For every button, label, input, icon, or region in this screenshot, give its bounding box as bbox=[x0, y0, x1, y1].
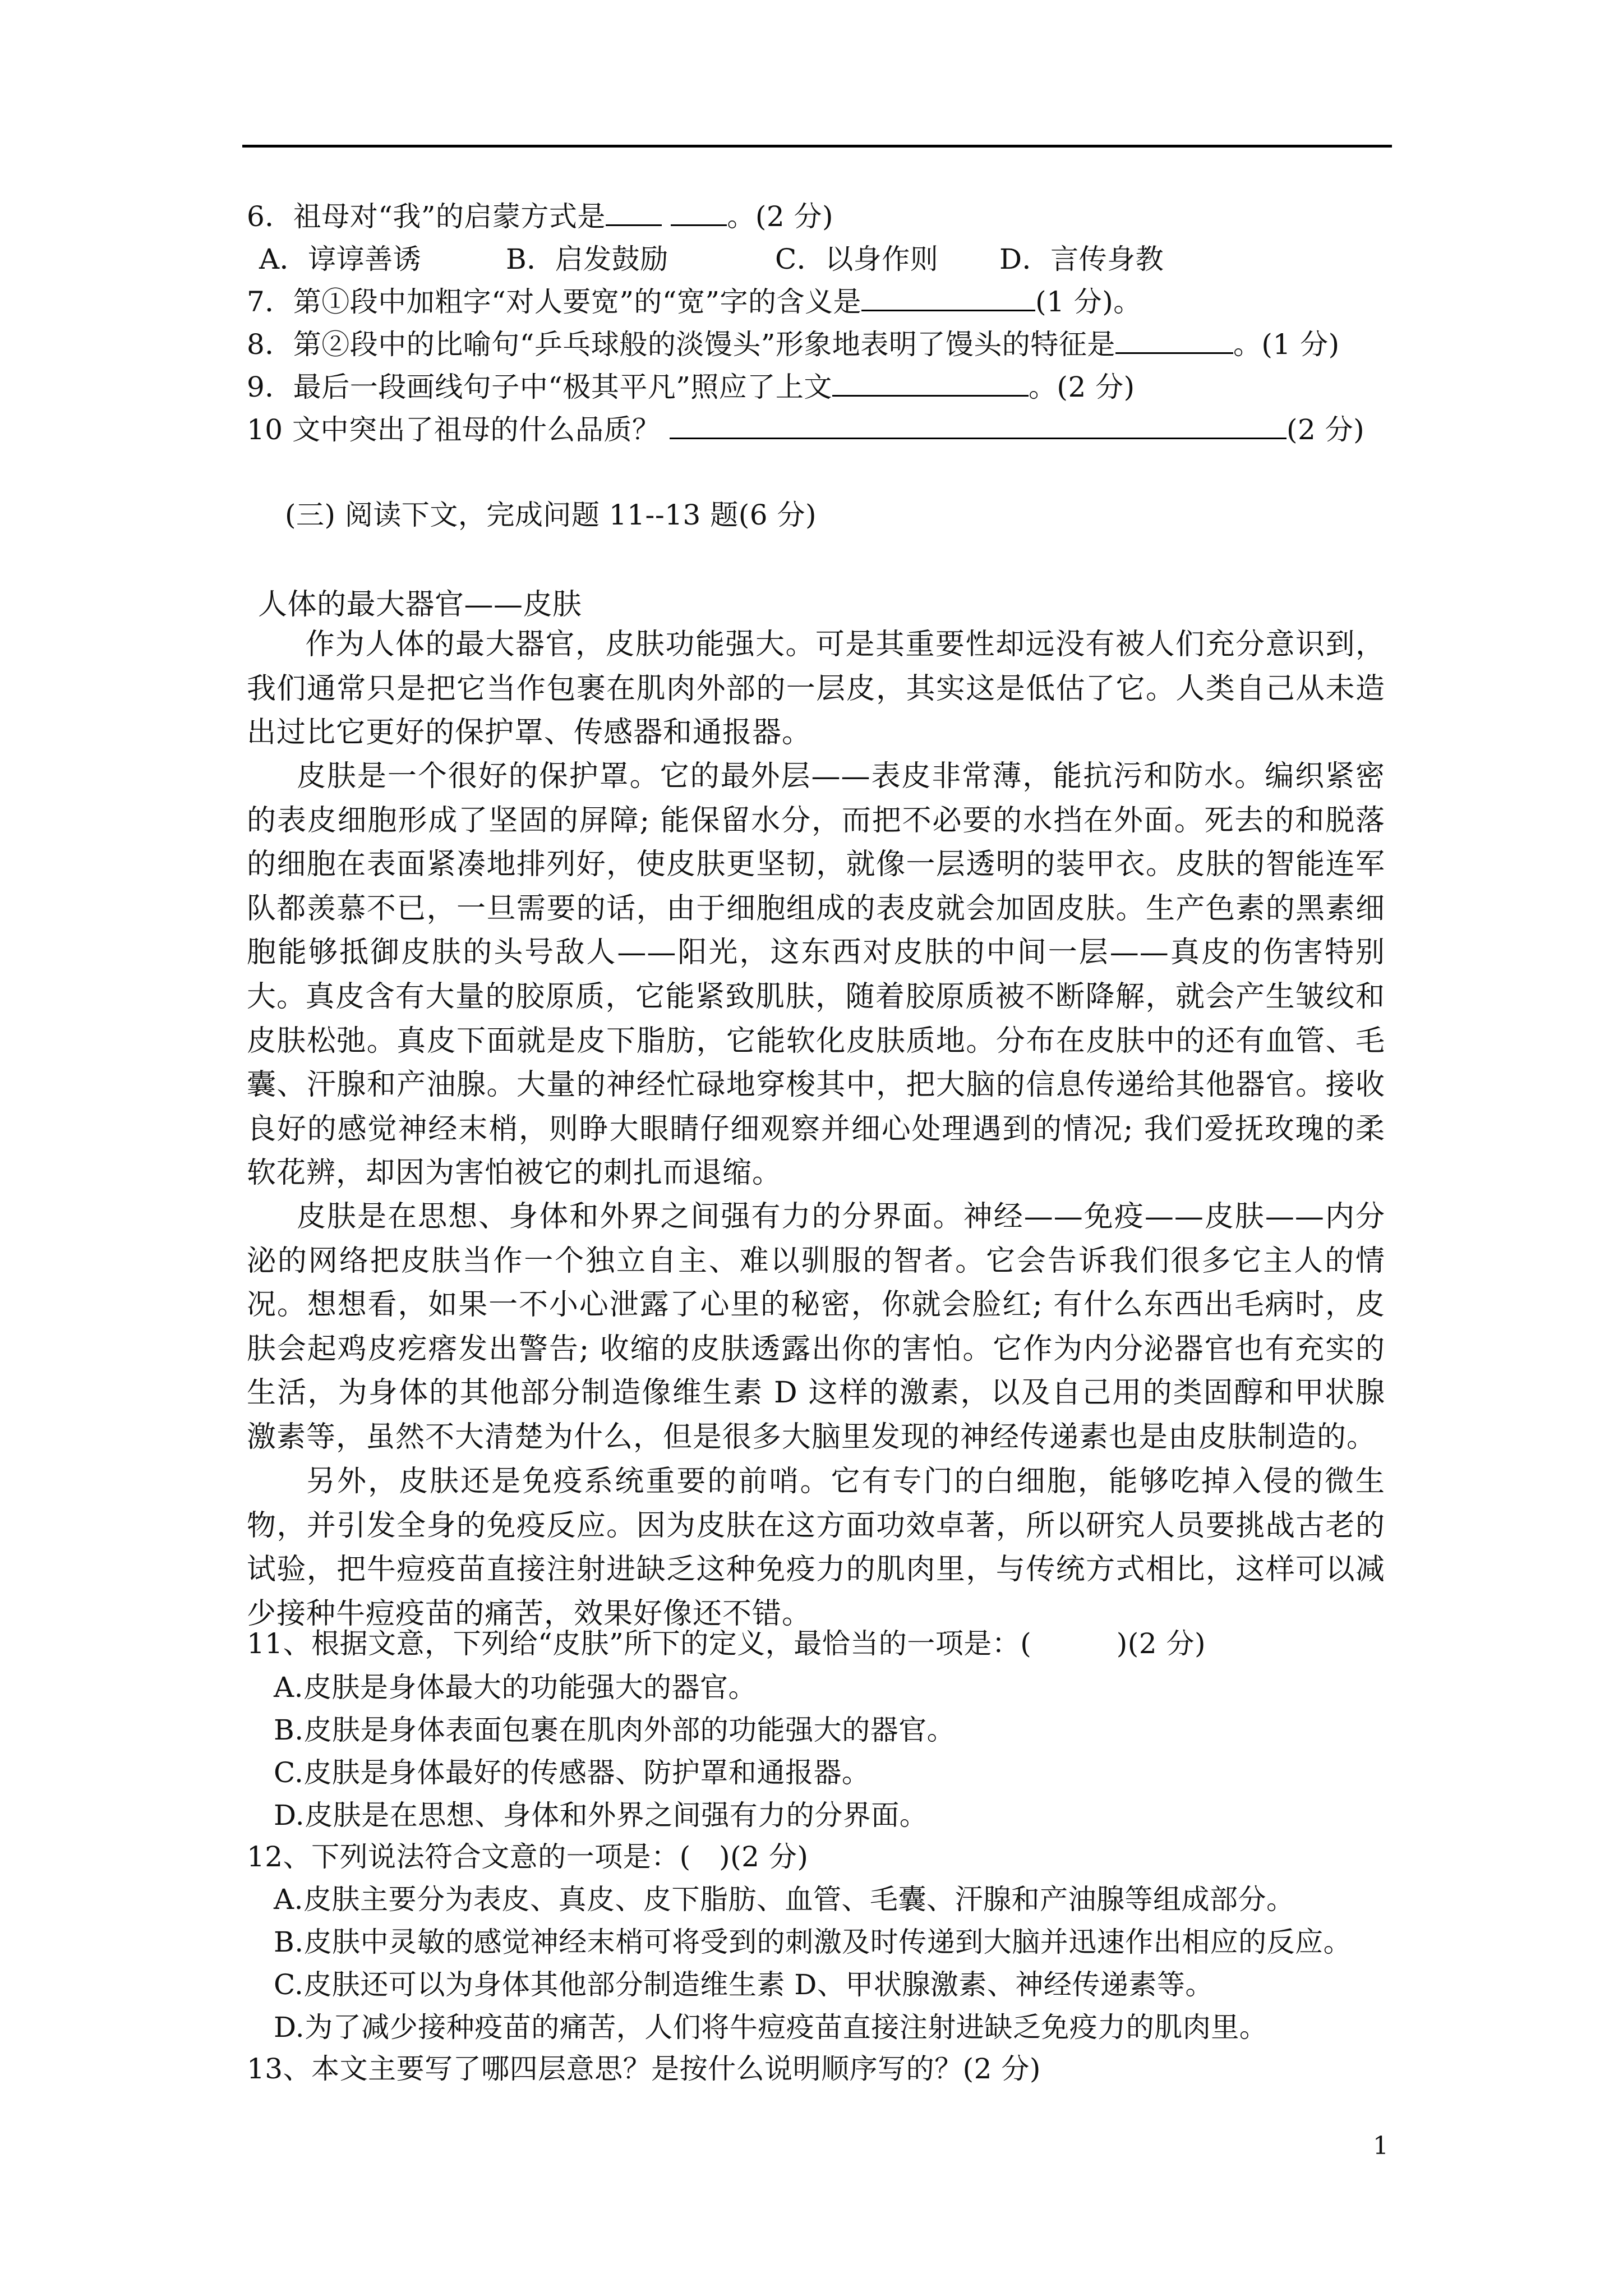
question-12-option-a[interactable]: A.皮肤主要分为表皮、真皮、皮下脂肪、血管、毛囊、汗腺和产油腺等组成部分。 bbox=[274, 1883, 1295, 1916]
answer-blank-9[interactable] bbox=[832, 372, 1029, 397]
question-9 bbox=[247, 366, 1135, 408]
question-6-stem bbox=[247, 195, 833, 238]
question-7 bbox=[247, 280, 1142, 323]
option-b[interactable]: B．启发鼓励 bbox=[506, 243, 668, 275]
question-7-score: (1 分)。 bbox=[1035, 286, 1142, 318]
page-number: 1 bbox=[1373, 2132, 1389, 2160]
question-12-option-d[interactable]: D.为了减少接种疫苗的痛苦，人们将牛痘疫苗直接注射进缺乏免疫力的肌肉里。 bbox=[274, 2011, 1268, 2044]
question-11-option-d[interactable]: D.皮肤是在思想、身体和外界之间强有力的分界面。 bbox=[274, 1799, 928, 1832]
question-9-score: 。(2 分) bbox=[1028, 371, 1135, 403]
answer-blank-10[interactable] bbox=[670, 415, 1287, 439]
question-9-text: 9．最后一段画线句子中“极其平凡”照应了上文 bbox=[247, 371, 832, 403]
article-paragraph-3: 真皮含有大量的胶原质，它能紧致肌肤，随着胶原质被不断降解，就会产生皱纹和皮肤松弛。真皮下面就是皮下脂肪，它能软化皮肤质地。分布在皮肤中的还有血管、毛囊、汗腺和产油腺。大量的神经忙碌地穿梭其中，把大脑的信息传递给其他器官。接收良好的感觉神经末梢，则睁大眼睛仔细观察并细心处理遇到的情况; 我们爱抚玫瑰的柔软花辨，却因为害怕被它的刺扎而退缩。 bbox=[247, 980, 1385, 1190]
article-paragraph-5: 另外，皮肤还是免疫系统重要的前哨。它有专门的白细胞，能够吃掉入侵的微生物，并引发全身的免疫反应。因为皮肤在这方面功效卓著，所以研究人员要挑战古老的试验，把牛痘疫苗直接注射进缺乏这种免疫力的肌肉里，与传统方式相比，这样可以减少接种牛痘疫苗的痛苦，效果好像还不错。 bbox=[247, 1465, 1385, 1631]
question-8-score: 。(1 分) bbox=[1233, 328, 1340, 361]
article-paragraph-4: 皮肤是在思想、身体和外界之间强有力的分界面。神经——免疫——皮肤——内分泌的网络把皮肤当作一个独立自主、难以驯服的智者。它会告诉我们很多它主人的情况。想想看，如果一不小心泄露了心里的秘密，你就会脸红; 有什么东西出毛病时，皮肤会起鸡皮疙瘩发出警告; 收缩的皮肤透露出你的害怕。它作为内分泌器官也有充实的生活，为身体的其他部分制造像维生素 D 这样的激素，以及自己用的类固醇和甲状腺激素等，虽然不大清楚为什么，但是很多大脑里发现的神经传递素也是由皮肤制造的。 bbox=[247, 1200, 1385, 1454]
option-d[interactable]: D．言传身教 bbox=[999, 243, 1164, 275]
question-12-option-b[interactable]: B.皮肤中灵敏的感觉神经末梢可将受到的刺激及时传递到大脑并迅速作出相应的反应。 bbox=[274, 1926, 1352, 1958]
question-11-option-b[interactable]: B.皮肤是身体表面包裹在肌肉外部的功能强大的器官。 bbox=[274, 1714, 956, 1746]
question-11-stem: 11、根据文意，下列给“皮肤”所下的定义，最恰当的一项是：( )(2 分) bbox=[247, 1627, 1206, 1660]
question-10-text: 10 文中突出了祖母的什么品质？ bbox=[247, 413, 661, 446]
section-heading: (三) 阅读下文，完成问题 11--13 题(6 分) bbox=[285, 499, 817, 531]
article-paragraph-1: 作为人体的最大器官，皮肤功能强大。可是其重要性却远没有被人们充分意识到，我们通常只是把它当作包裹在肌肉外部的一层皮，其实这是低估了它。人类自己从未造出过比它更好的保护罩、传感器和通报器。 bbox=[247, 628, 1385, 749]
option-c[interactable]: C．以身作则 bbox=[775, 243, 939, 275]
question-6-text: 6．祖母对“我”的启蒙方式是 bbox=[247, 200, 606, 233]
header-rule bbox=[242, 145, 1392, 148]
question-8-text: 8．第②段中的比喻句“乒乓球般的淡馒头”形象地表明了馒头的特征是 bbox=[247, 328, 1115, 361]
question-13-stem: 13、本文主要写了哪四层意思？是按什么说明顺序写的？(2 分) bbox=[247, 2053, 1041, 2085]
question-11-option-a[interactable]: A.皮肤是身体最大的功能强大的器官。 bbox=[274, 1671, 757, 1704]
answer-blank-6a[interactable] bbox=[606, 202, 662, 226]
question-8 bbox=[247, 323, 1340, 366]
question-10 bbox=[247, 408, 1364, 451]
question-7-text: 7．第①段中加粗字“对人要宽”的“宽”字的含义是 bbox=[247, 286, 862, 318]
article-title: 人体的最大器官——皮肤 bbox=[258, 588, 582, 622]
article-paragraph-2: 皮肤是一个很好的保护罩。它的最外层——表皮非常薄，能抗污和防水。编织紧密的表皮细胞形成了坚固的屏障; 能保留水分，而把不必要的水挡在外面。死去的和脱落的细胞在表面紧凑地排列好，使皮肤更坚韧，就像一层透明的装甲衣。皮肤的智能连军队都羡慕不已，一旦需要的话，由于细胞组成的表皮就会加固皮肤。生产色素的黑素细胞能够抵御皮肤的头号敌人——阳光，这东西对皮肤的中间一层——真皮的伤害特别大。 bbox=[247, 760, 1385, 1014]
question-6-score: 。(2 分) bbox=[727, 200, 834, 233]
question-12-stem: 12、下列说法符合文意的一项是：( )(2 分) bbox=[247, 1841, 809, 1873]
question-6-options bbox=[259, 238, 1164, 280]
question-11-option-c[interactable]: C.皮肤是身体最好的传感器、防护罩和通报器。 bbox=[274, 1756, 870, 1789]
answer-blank-8[interactable] bbox=[1115, 330, 1233, 354]
question-10-score: (2 分) bbox=[1286, 413, 1365, 446]
question-12-option-c[interactable]: C.皮肤还可以为身体其他部分制造维生素 D、甲状腺激素、神经传递素等。 bbox=[274, 1968, 1214, 2001]
answer-blank-7[interactable] bbox=[861, 287, 1035, 311]
option-a[interactable]: A．谆谆善诱 bbox=[259, 243, 422, 275]
answer-blank-6b[interactable] bbox=[671, 202, 727, 226]
